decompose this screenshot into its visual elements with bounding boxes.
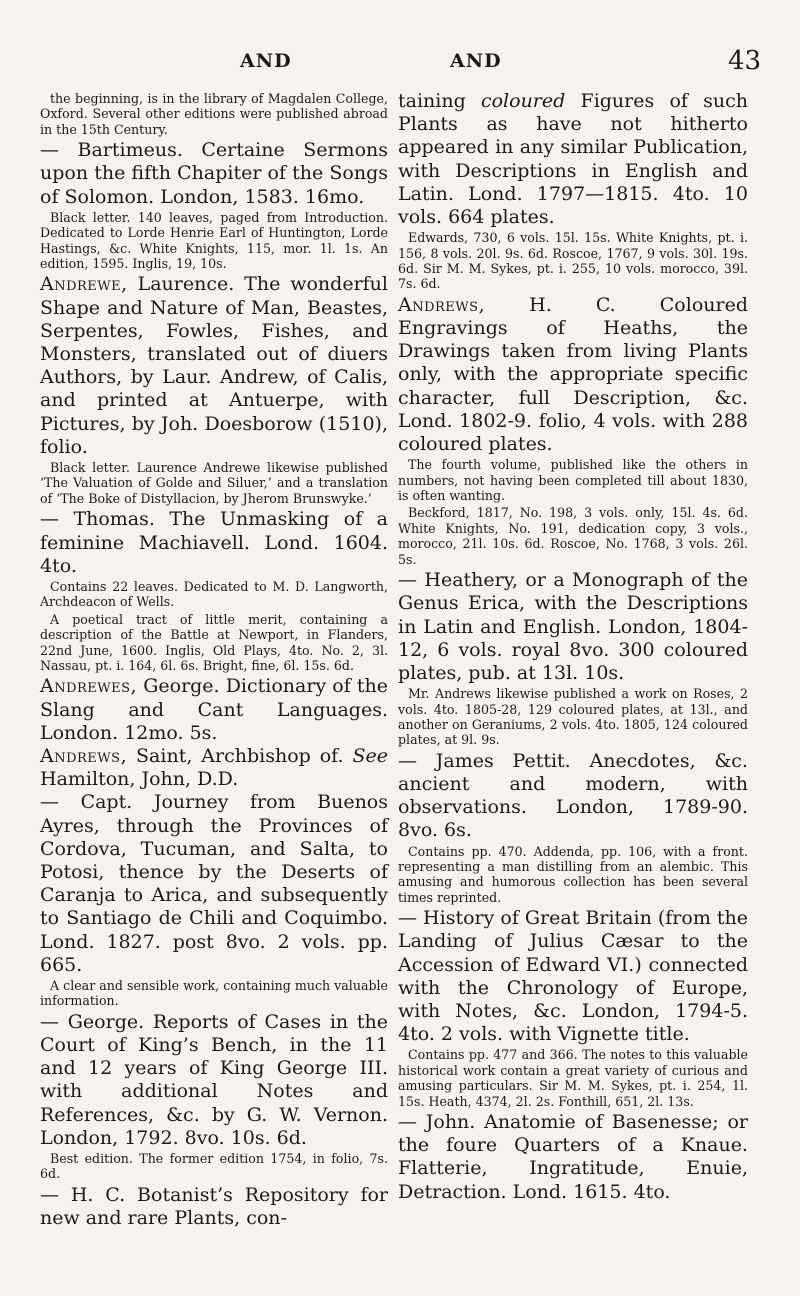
running-header: [0, 28, 800, 76]
entry-heading: Andrews,: [398, 293, 486, 316]
entry-text: Saint, Archbishop of.: [127, 744, 353, 767]
entry-note: [40, 579, 388, 610]
right-column: [398, 90, 748, 1204]
catalogue-entry: [40, 1011, 388, 1150]
entry-text: Contains pp. 477 and 366. The notes to this valuable historical work contain a great variety of curious and amusing particulars. Sir M. M. Sykes, pt. i. 254, 1l. 15s. Heath, 4374, 2l. 2s. Fonthill, 651, 2l. 13s.: [398, 1047, 748, 1109]
entry-text: — H. C. Botanist’s Repository for new and rare Plants, con-: [40, 1183, 388, 1230]
entry-see: See: [352, 744, 388, 767]
entry-text: Laurence. The wonderful Shape and Nature of Man, Beastes, Serpentes, Fowles, Fishes, and Monsters, translated out of diuers Authors, by Laur. Andrew, of Calis, and printed at Antuerpe, with Pictures, by Joh. Doesborow (1510), folio.: [40, 273, 388, 458]
catalogue-entry: [40, 675, 388, 745]
entry-note: [40, 612, 388, 674]
entry-text: Best edition. The former edition 1754, in folio, 7s. 6d.: [40, 1151, 388, 1182]
entry-text: Contains pp. 470. Addenda, pp. 106, with a front. representing a man distilling from an alembic. This amusing and humorous collection has been several times reprinted.: [398, 843, 748, 905]
entry-text: — Capt. Journey from Buenos Ayres, through the Provinces of Cordova, Tucuman, and Salta, to Potosi, thence by the Deserts of Caranja to Arica, and subsequently to Santiago de Chili and Coquimbo. Lond. 1827. post 8vo. 2 vols. pp. 665.: [40, 791, 388, 976]
entry-heading: Andrewe,: [40, 273, 128, 296]
entry-text: — Bartimeus. Certaine Sermons upon the fifth Chapiter of the Songs of Solomon. London, 1583. 16mo.: [40, 139, 388, 208]
entry-note: [40, 978, 388, 1009]
catalogue-entry: [398, 90, 748, 229]
entry-note: [398, 505, 748, 567]
entry-text: The fourth volume, published like the others in numbers, not having been completed till about 1830, is often wanting.: [398, 457, 748, 504]
entry-note: [398, 844, 748, 906]
entry-text: Beckford, 1817, No. 198, 3 vols. only, 15l. 4s. 6d. White Knights, No. 191, dedication copy, 3 vols., morocco, 21l. 10s. 6d. Roscoe, No. 1768, 3 vols. 26l. 5s.: [398, 505, 748, 567]
catalogue-entry: [398, 294, 748, 456]
catalogue-entry: [40, 273, 388, 459]
entry-text: Black letter. Laurence Andrewe likewise published ‘The Valuation of Golde and Siluer,’ and a translation of ‘The Boke of Distyllacion, by Jherom Brunswyke.’: [40, 460, 388, 506]
entry-note: [40, 1151, 388, 1182]
catalogue-entry: [40, 139, 388, 209]
entry-text: A clear and sensible work, containing much valuable information.: [40, 977, 388, 1009]
catalogue-entry: [398, 750, 748, 843]
catalogue-entry: [40, 1184, 388, 1230]
entry-note: [40, 91, 388, 137]
entry-text: Mr. Andrews likewise published a work on Roses, 2 vols. 4to. 1805-28, 129 coloured plates, at 13l., and another on Geraniums, 2 vols. 4to. 1805, 124 coloured plates, at 9l. 9s.: [398, 686, 748, 748]
entry-text: Hamilton, John, D.D.: [40, 768, 239, 791]
entry-text: taining: [398, 90, 481, 112]
entry-note: [40, 460, 388, 506]
entry-italic: coloured: [480, 90, 566, 112]
header-center-word: AND: [450, 50, 502, 72]
entry-text: — Thomas. The Unmasking of a feminine Machiavell. Lond. 1604. 4to.: [40, 508, 388, 577]
entry-text: H. C. Coloured Engravings of Heaths, the Drawings taken from living Plants only, with the appropriate specific character, full Description, &c. Lond. 1802-9. folio, 4 vols. with 288 coloured plates.: [398, 293, 748, 456]
left-column: [40, 90, 388, 1230]
entry-text: Figures of such Plants as have not hitherto appeared in any similar Publication, with Descriptions in English and Latin. Lond. 1797—1815. 4to. 10 vols. 664 plates.: [398, 90, 748, 229]
entry-note: [398, 457, 748, 503]
entry-note: [398, 1047, 748, 1109]
page-number: 43: [728, 46, 762, 76]
catalogue-entry: [398, 1111, 748, 1204]
entry-text: the beginning, is in the library of Magdalen College, Oxford. Several other editions were published abroad in the 15th Century.: [40, 91, 388, 137]
entry-text: — John. Anatomie of Basenesse; or the foure Quarters of a Knaue. Flatterie, Ingratitude, Enuie, Detraction. Lond. 1615. 4to.: [398, 1111, 748, 1203]
catalogue-entry: [398, 907, 748, 1046]
entry-text: George. Dictionary of the Slang and Cant Languages. London. 12mo. 5s.: [40, 675, 388, 744]
entry-note: [398, 230, 748, 292]
entry-text: — Heathery, or a Monograph of the Genus Erica, with the Descriptions in Latin and English. London, 1804-12, 6 vols. royal 8vo. 300 coloured plates, pub. at 13l. 10s.: [398, 569, 748, 684]
entry-text: — George. Reports of Cases in the Court of King’s Bench, in the 11 and 12 years of King George III. with additional Notes and References, &c. by G. W. Vernon. London, 1792. 8vo. 10s. 6d.: [40, 1010, 388, 1149]
entry-text: — James Pettit. Anecdotes, &c. ancient and modern, with observations. London, 1789-90. 8vo. 6s.: [398, 749, 748, 842]
header-left-word: AND: [240, 50, 292, 72]
entry-text: A poetical tract of little merit, containing a description of the Battle at Newport, in Flanders, 22nd June, 1600. Inglis, Old Plays, 4to. No. 2, 3l. Nassau, pt. i. 164, 6l. 6s. Bright, fine, 6l. 15s. 6d.: [40, 611, 388, 673]
catalogue-entry: [40, 508, 388, 578]
entry-text: Contains 22 leaves. Dedicated to M. D. Langworth, Archdeacon of Wells.: [40, 578, 388, 610]
entry-note: [398, 686, 748, 748]
catalogue-entry: [40, 791, 388, 977]
catalogue-entry: [40, 745, 388, 791]
catalogue-entry: [398, 569, 748, 685]
entry-text: Edwards, 730, 6 vols. 15l. 15s. White Knights, pt. i. 156, 8 vols. 20l. 9s. 6d. Roscoe, 1767, 9 vols. 30l. 19s. 6d. Sir M. M. Sykes, pt. i. 255, 10 vols. morocco, 39l. 7s. 6d.: [398, 230, 748, 292]
entry-text: — History of Great Britain (from the Landing of Julius Cæsar to the Accession of Edward VI.) connected with the Chronology of Europe, with Notes, &c. London, 1794-5. 4to. 2 vols. with Vignette title.: [398, 907, 748, 1046]
entry-text: Black letter. 140 leaves, paged from Introduction. Dedicated to Lorde Henrie Earl of Huntington, Lorde Hastings, &c. White Knights, 115, mor. 1l. 1s. An edition, 1595. Inglis, 19, 10s.: [40, 209, 388, 272]
entry-note: [40, 210, 388, 272]
entry-heading: Andrews,: [40, 744, 128, 767]
entry-heading: Andrewes,: [40, 675, 138, 698]
